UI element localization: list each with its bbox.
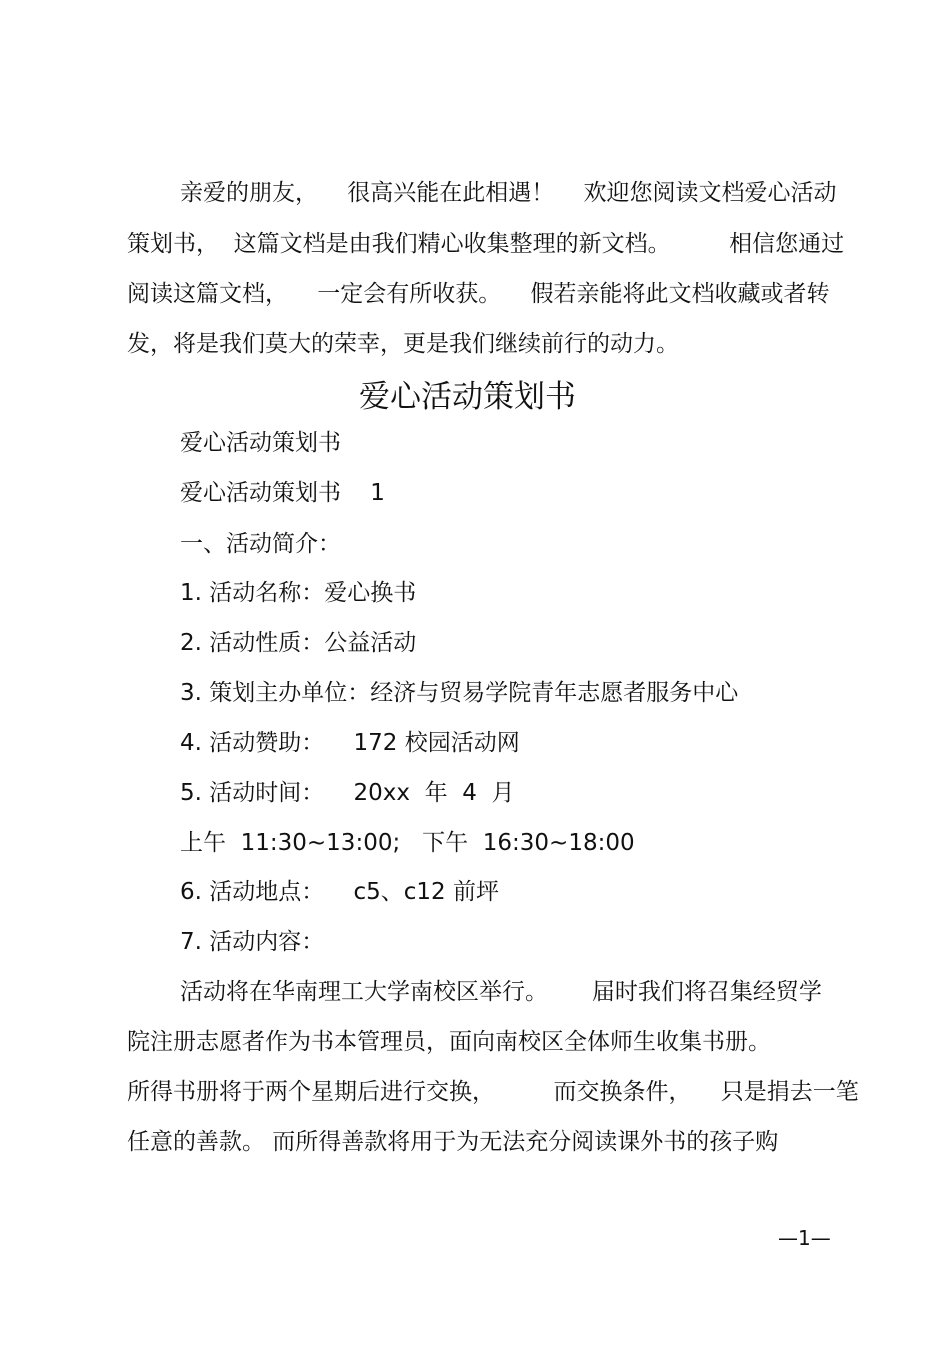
document-title: 爱心活动策划书 <box>359 379 576 415</box>
intro-line-4: 发，将是我们莫大的荣幸，更是我们继续前行的动力。 <box>127 331 679 357</box>
list-item-content: 7. 活动内容： <box>180 929 325 955</box>
intro-line-2: 策划书， 这篇文档是由我们精心收集整理的新文档。 相信您通过 <box>127 231 845 257</box>
page-number: —1— <box>778 1226 831 1250</box>
subtitle: 爱心活动策划书 <box>180 430 341 456</box>
list-item-activity-name: 1. 活动名称：爱心换书 <box>180 580 417 606</box>
content-line-3: 所得书册将于两个星期后进行交换， 而交换条件， 只是捐去一笔 <box>127 1079 859 1105</box>
subtitle-numbered: 爱心活动策划书 1 <box>180 480 385 506</box>
list-item-time: 5. 活动时间： 20xx 年 4 月 <box>180 780 515 806</box>
list-item-activity-nature: 2. 活动性质：公益活动 <box>180 630 417 656</box>
section-heading: 一、活动简介： <box>180 531 341 557</box>
content-line-4: 任意的善款。 而所得善款将用于为无法充分阅读课外书的孩子购 <box>127 1129 779 1155</box>
intro-line-1: 亲爱的朋友， 很高兴能在此相遇！ 欢迎您阅读文档爱心活动 <box>180 180 837 206</box>
content-line-2: 院注册志愿者作为书本管理员，面向南校区全体师生收集书册。 <box>127 1029 771 1055</box>
list-item-sponsor: 4. 活动赞助： 172 校园活动网 <box>180 730 520 756</box>
content-line-1: 活动将在华南理工大学南校区举行。 届时我们将召集经贸学 <box>180 979 822 1005</box>
list-item-location: 6. 活动地点： c5、c12 前坪 <box>180 879 500 905</box>
intro-line-3: 阅读这篇文档， 一定会有所收获。 假若亲能将此文档收藏或者转 <box>127 281 830 307</box>
list-item-time-slots: 上午 11:30~13:00; 下午 16:30~18:00 <box>180 830 635 856</box>
list-item-organizer: 3. 策划主办单位：经济与贸易学院青年志愿者服务中心 <box>180 680 739 706</box>
